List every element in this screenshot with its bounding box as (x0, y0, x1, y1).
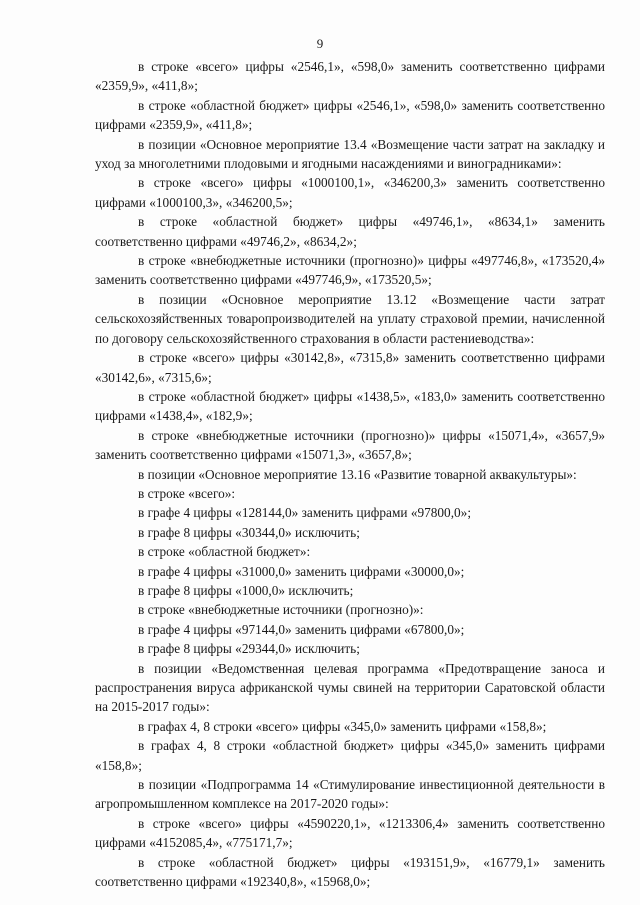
paragraph: в строке «областной бюджет» цифры «1438,5», «183,0» заменить соответственно цифрами «1438,4», «182,9»; (95, 388, 605, 424)
paragraph: в графе 8 цифры «1000,0» исключить; (138, 582, 354, 598)
page-number: 9 (316, 36, 324, 51)
paragraph: в строке «всего» цифры «30142,8», «7315,8» заменить соответственно цифрами «30142,6», «7315,6»; (95, 350, 605, 385)
paragraph: в строке «областной бюджет» цифры «49746,1», «8634,1» заменить соответственно цифрами «49746,2», «8634,2»; (95, 214, 605, 249)
paragraph: в графе 4 цифры «31000,0» заменить цифрами «30000,0»; (138, 563, 465, 579)
paragraph: в позиции «Основное мероприятие 13.4 «Возмещение части затрат на закладку и уход за многолетними плодовыми и ягодными насаждениями и виноградниками»: (95, 136, 605, 172)
paragraph: в строке «областной бюджет»: (138, 544, 311, 560)
paragraph: в позиции «Основное мероприятие 13.16 «Развитие товарной аквакультуры»: (138, 466, 577, 482)
paragraph: в позиции «Ведомственная целевая программа «Предотвращение заноса и распространения вируса африканской чумы свиней на территории Саратовской области на 2015-2017 годы»: (95, 660, 605, 715)
paragraph: в позиции «Основное мероприятие 13.12 «Возмещение части затрат сельскохозяйственных товаропроизводителей на уплату страховой премии, начисленной по договору сельскохозяйственного страхования в области растениеводства»: (95, 291, 605, 346)
paragraph: в графе 8 цифры «30344,0» исключить; (138, 524, 360, 540)
paragraph: в графе 4 цифры «128144,0» заменить цифрами «97800,0»; (138, 505, 472, 521)
paragraph: в строке «всего» цифры «4590220,1», «1213306,4» заменить соответственно цифрами «4152085,4», «775171,7»; (95, 815, 605, 851)
paragraph: в строке «внебюджетные источники (прогнозно)» цифры «497746,8», «173520,4» заменить соответственно цифрами «497746,9», «173520,5»; (95, 253, 605, 288)
paragraph: в графах 4, 8 строки «областной бюджет» цифры «345,0» заменить цифрами «158,8»; (95, 738, 605, 773)
paragraph: в строке «областной бюджет» цифры «2546,1», «598,0» заменить соответственно цифрами «2359,9», «411,8»; (95, 97, 605, 133)
paragraph: в графе 4 цифры «97144,0» заменить цифрами «67800,0»; (138, 621, 465, 637)
paragraph: в строке «областной бюджет» цифры «193151,9», «16779,1» заменить соответственно цифрами «192340,8», «15968,0»; (95, 854, 605, 890)
paragraph: в строке «всего»: (138, 485, 236, 501)
paragraph: в графах 4, 8 строки «всего» цифры «345,0» заменить цифрами «158,8»; (138, 718, 547, 734)
paragraph: в строке «внебюджетные источники (прогнозно)»: (138, 602, 424, 618)
paragraph: в строке «внебюджетные источники (прогнозно)» цифры «15071,4», «3657,9» заменить соответственно цифрами «15071,3», «3657,8»; (95, 427, 605, 463)
paragraph: в позиции «Подпрограмма 14 «Стимулирование инвестиционной деятельности в агропромышленном комплексе на 2017-2020 годы»: (95, 777, 605, 812)
document-body (95, 57, 605, 891)
paragraph: в строке «всего» цифры «2546,1», «598,0» заменить соответственно цифрами «2359,9», «411,8»; (95, 59, 605, 94)
paragraph: в строке «всего» цифры «1000100,1», «346200,3» заменить соответственно цифрами «1000100,3», «346200,5»; (95, 175, 605, 210)
paragraph: в графе 8 цифры «29344,0» исключить; (138, 641, 360, 657)
